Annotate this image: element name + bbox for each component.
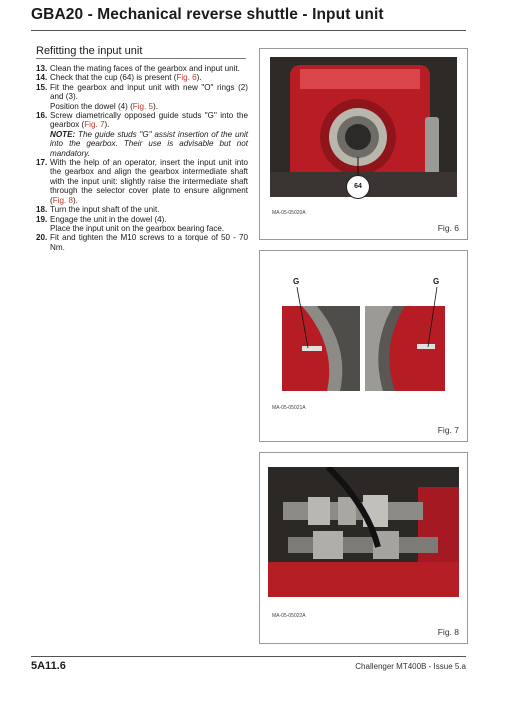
guide-leader-lines (260, 251, 467, 441)
fig-7-code: MA-05-05021A (272, 405, 306, 411)
step-17: 17. With the help of an operator, insert the input unit into the gearbox and align the gearbox intermediate shaft with the input unit: slightly raise the intermediate shaft through the selector cover plate to ensure alignment (Fig. 8). (36, 158, 248, 205)
step-13: 13. Clean the mating faces of the gearbox and input unit. (36, 64, 240, 73)
step-15: 15. Fit the gearbox and input unit with new "O" rings (2) and (3). Position the dowel (4) (Fig. 5). (36, 82, 248, 111)
figure-7 (259, 250, 468, 442)
fig-7-caption: Fig. 7 (437, 425, 459, 435)
step-19: 19. Engage the unit in the dowel (4). Place the input unit on the gearbox bearing face. (36, 214, 225, 233)
step-16: 16. Screw diametrically opposed guide studs "G" into the gearbox (Fig. 7). NOTE: The guide studs "G" assist insertion of the unit into the gearbox. Their use is advisable but not mandatory. (36, 111, 248, 158)
page-number: 5A11.6 (31, 660, 66, 672)
header-rule (31, 30, 466, 31)
document-id: Challenger MT400B - Issue 5.a (355, 662, 466, 671)
step-18: 18. Turn the input shaft of the unit. (36, 205, 160, 215)
section-rule (36, 58, 246, 59)
steps-list (36, 64, 248, 252)
note: NOTE: The guide studs "G" assist insertion of the unit into the gearbox. Their use is advisable but not mandatory. (50, 129, 248, 158)
guide-label-left: G (293, 277, 300, 286)
page-title: GBA20 - Mechanical reverse shuttle - Input unit (31, 6, 384, 23)
fig-5-link[interactable]: Fig. 5 (132, 101, 154, 111)
fig-8-caption: Fig. 8 (437, 627, 459, 637)
fig-6-link[interactable]: Fig. 6 (176, 73, 197, 83)
step-20: 20. Fit and tighten the M10 screws to a torque of 50 - 70 Nm. (36, 233, 248, 252)
footer-rule (31, 656, 466, 657)
fig-8-photo (268, 467, 459, 597)
figure-8 (259, 452, 468, 644)
section-title: Refitting the input unit (36, 45, 143, 57)
callout-64: 64 (346, 175, 370, 199)
step-14: 14. Check that the cup (64) is present (Fig. 6). (36, 73, 202, 83)
guide-label-right: G (433, 277, 440, 286)
fig-6-code: MA-05-05020A (272, 210, 306, 216)
fig-7-link[interactable]: Fig. 7 (84, 120, 105, 130)
fig-6-caption: Fig. 6 (437, 223, 459, 233)
fig-8-link[interactable]: Fig. 8 (52, 195, 73, 205)
figure-6 (259, 48, 468, 240)
fig-8-code: MA-05-05022A (272, 613, 306, 619)
